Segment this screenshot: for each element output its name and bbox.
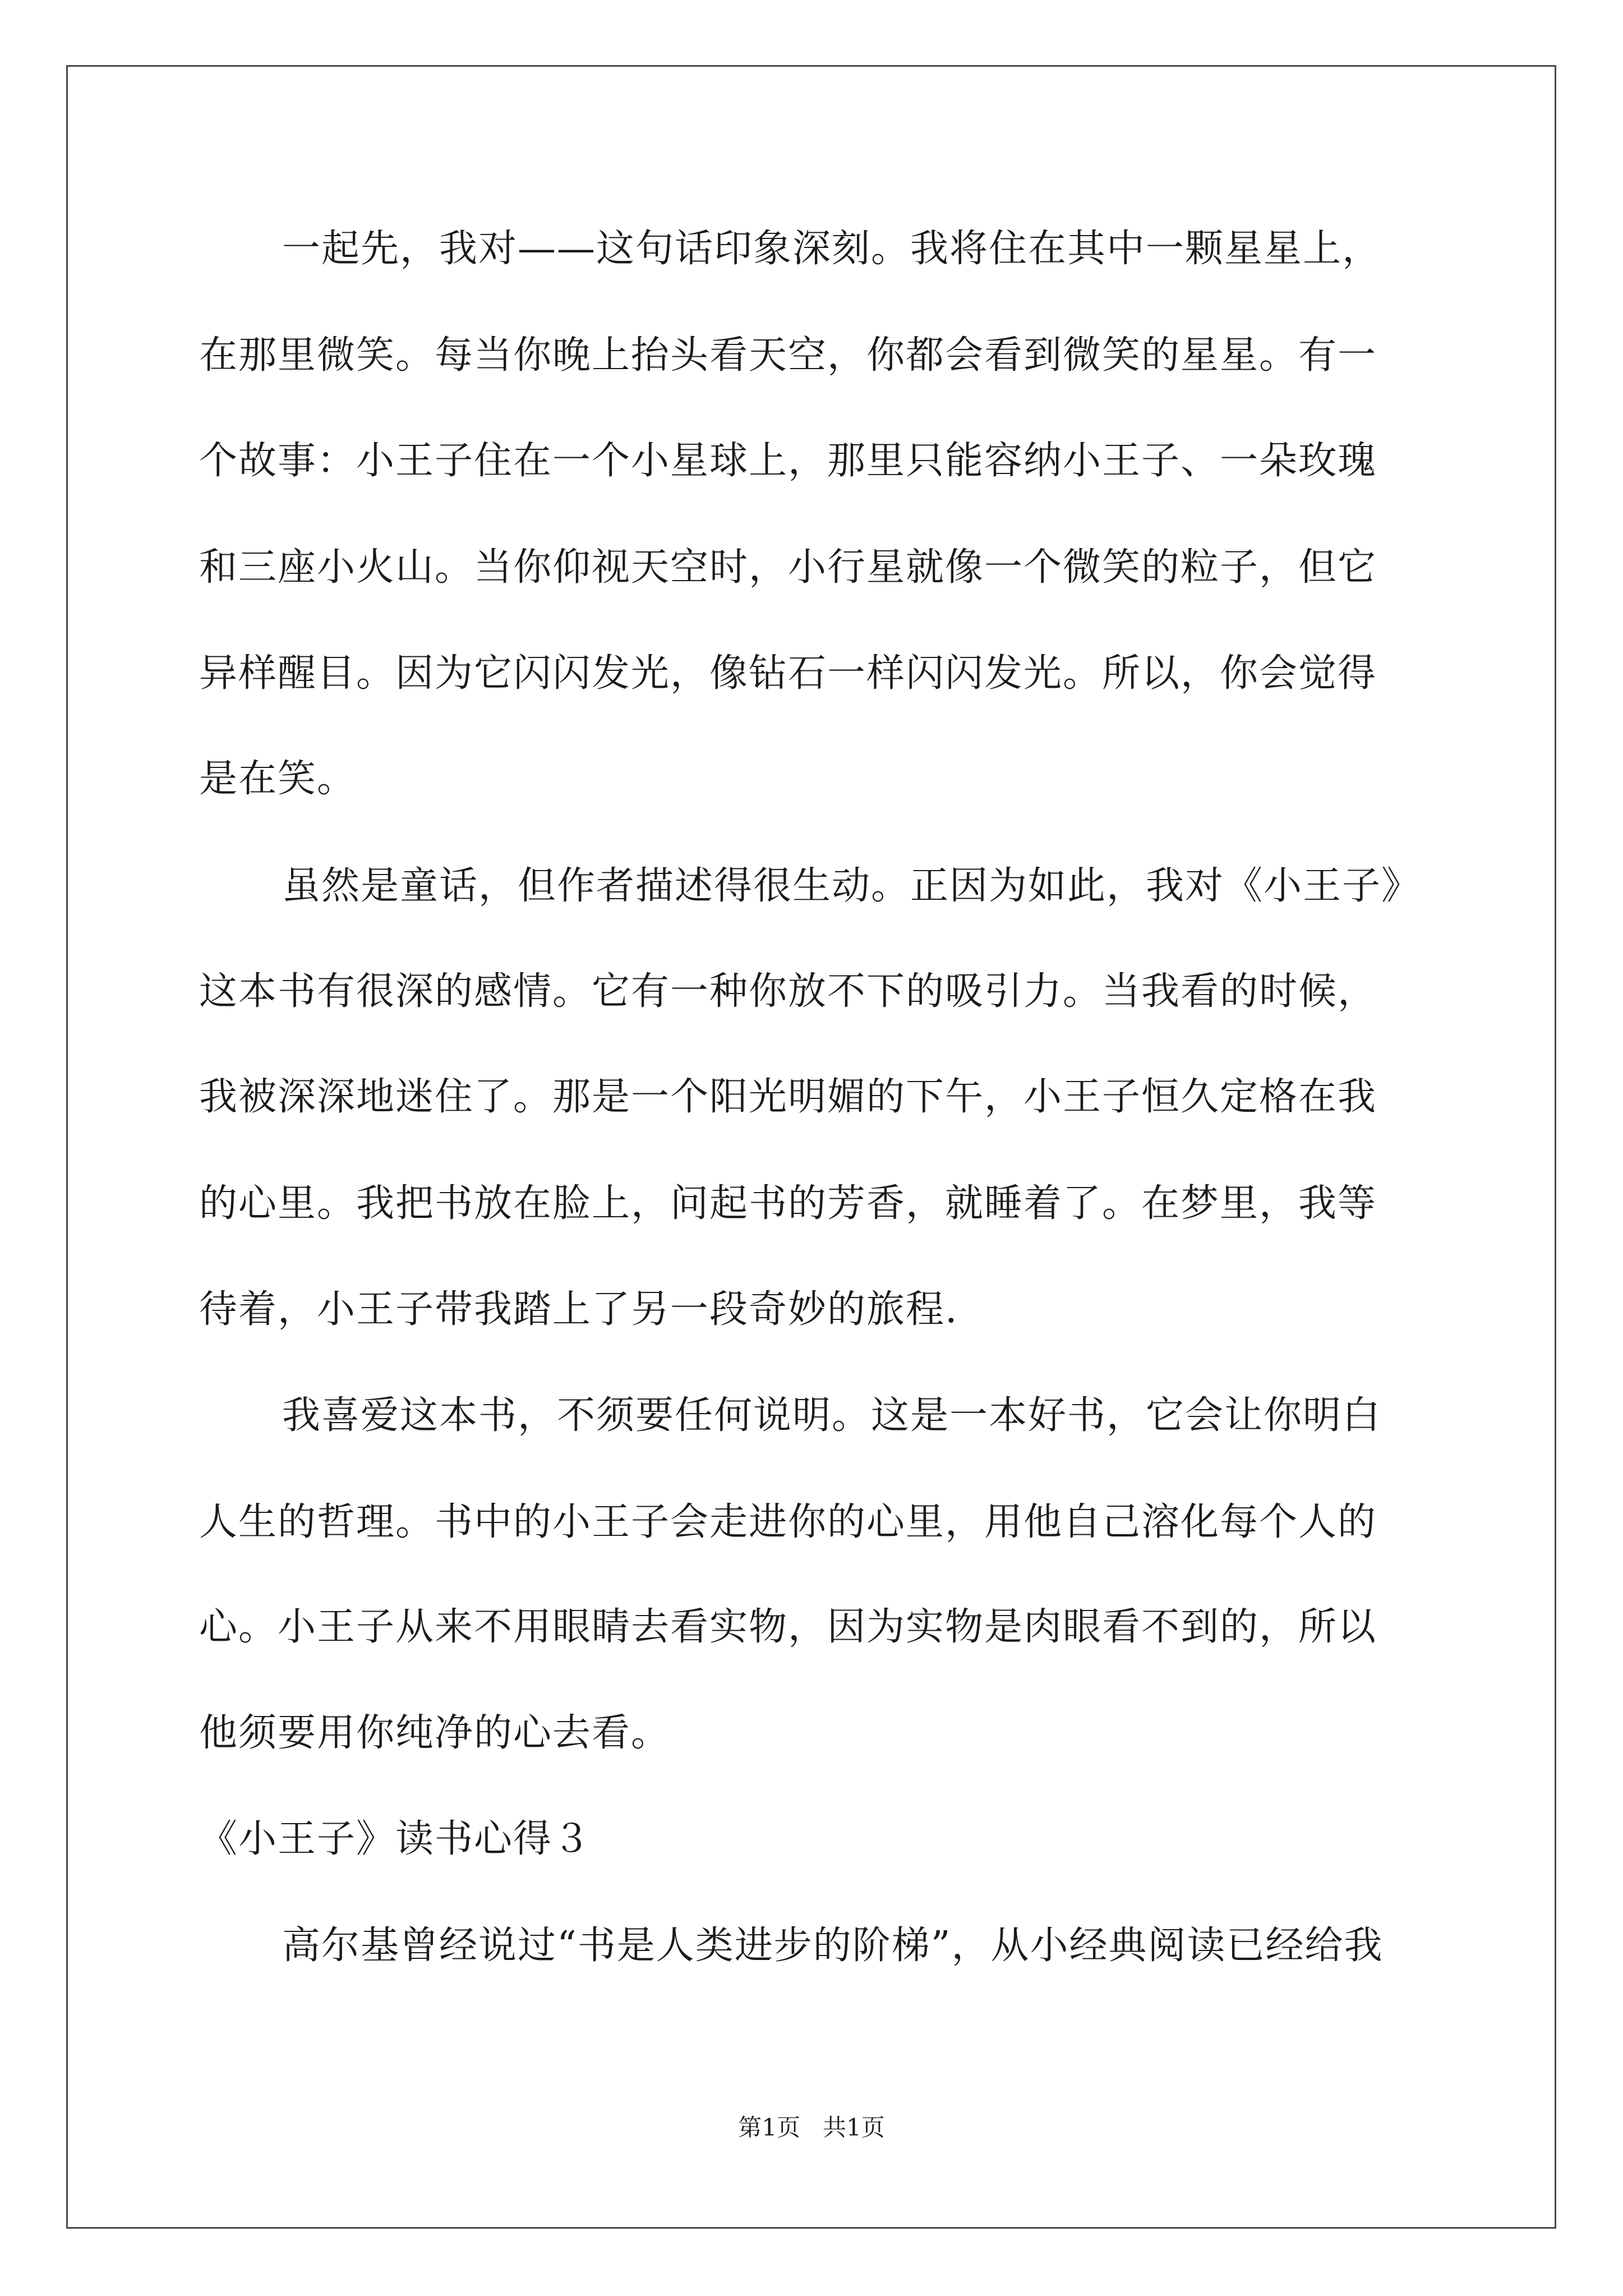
text-line: 他须要用你纯净的心去看。 <box>199 1711 671 1755</box>
page-number-footer: 第1页 共1页 <box>738 2114 885 2141</box>
text-line: 是在笑。 <box>199 757 357 801</box>
page-border <box>66 65 1556 2229</box>
text-line: 的心里。我把书放在脸上，问起书的芳香，就睡着了。在梦里，我等 <box>199 1181 1377 1226</box>
text-line: 我喜爱这本书，不须要任何说明。这是一本好书，它会让你明白 <box>282 1393 1382 1438</box>
section-heading: 《小王子》读书心得３ <box>199 1817 592 1861</box>
text-line: 待着，小王子带我踏上了另一段奇妙的旅程. <box>199 1287 958 1332</box>
text-line: 一起先，我对——这句话印象深刻。我将住在其中一颗星星上， <box>282 227 1382 271</box>
text-line: 高尔基曾经说过“书是人类进步的阶梯”，从小经典阅读已经给我 <box>282 1924 1384 1968</box>
text-line: 个故事：小王子住在一个小星球上，那里只能容纳小王子、一朵玫瑰 <box>199 439 1377 483</box>
text-line: 异样醒目。因为它闪闪发光，像钻石一样闪闪发光。所以，你会觉得 <box>199 651 1377 696</box>
text-line: 和三座小火山。当你仰视天空时，小行星就像一个微笑的粒子，但它 <box>199 545 1377 590</box>
text-line: 人生的哲理。书中的小王子会走进你的心里，用他自己溶化每个人的 <box>199 1500 1377 1544</box>
text-line: 在那里微笑。每当你晚上抬头看天空，你都会看到微笑的星星。有一 <box>199 333 1377 378</box>
text-line: 这本书有很深的感情。它有一种你放不下的吸引力。当我看的时候， <box>199 969 1377 1014</box>
text-line: 虽然是童话，但作者描述得很生动。正因为如此，我对《小王子》 <box>282 864 1421 908</box>
text-line: 心。小王子从来不用眼睛去看实物，因为实物是肉眼看不到的，所以 <box>199 1605 1377 1649</box>
text-line: 我被深深地迷住了。那是一个阳光明媚的下午，小王子恒久定格在我 <box>199 1075 1377 1119</box>
